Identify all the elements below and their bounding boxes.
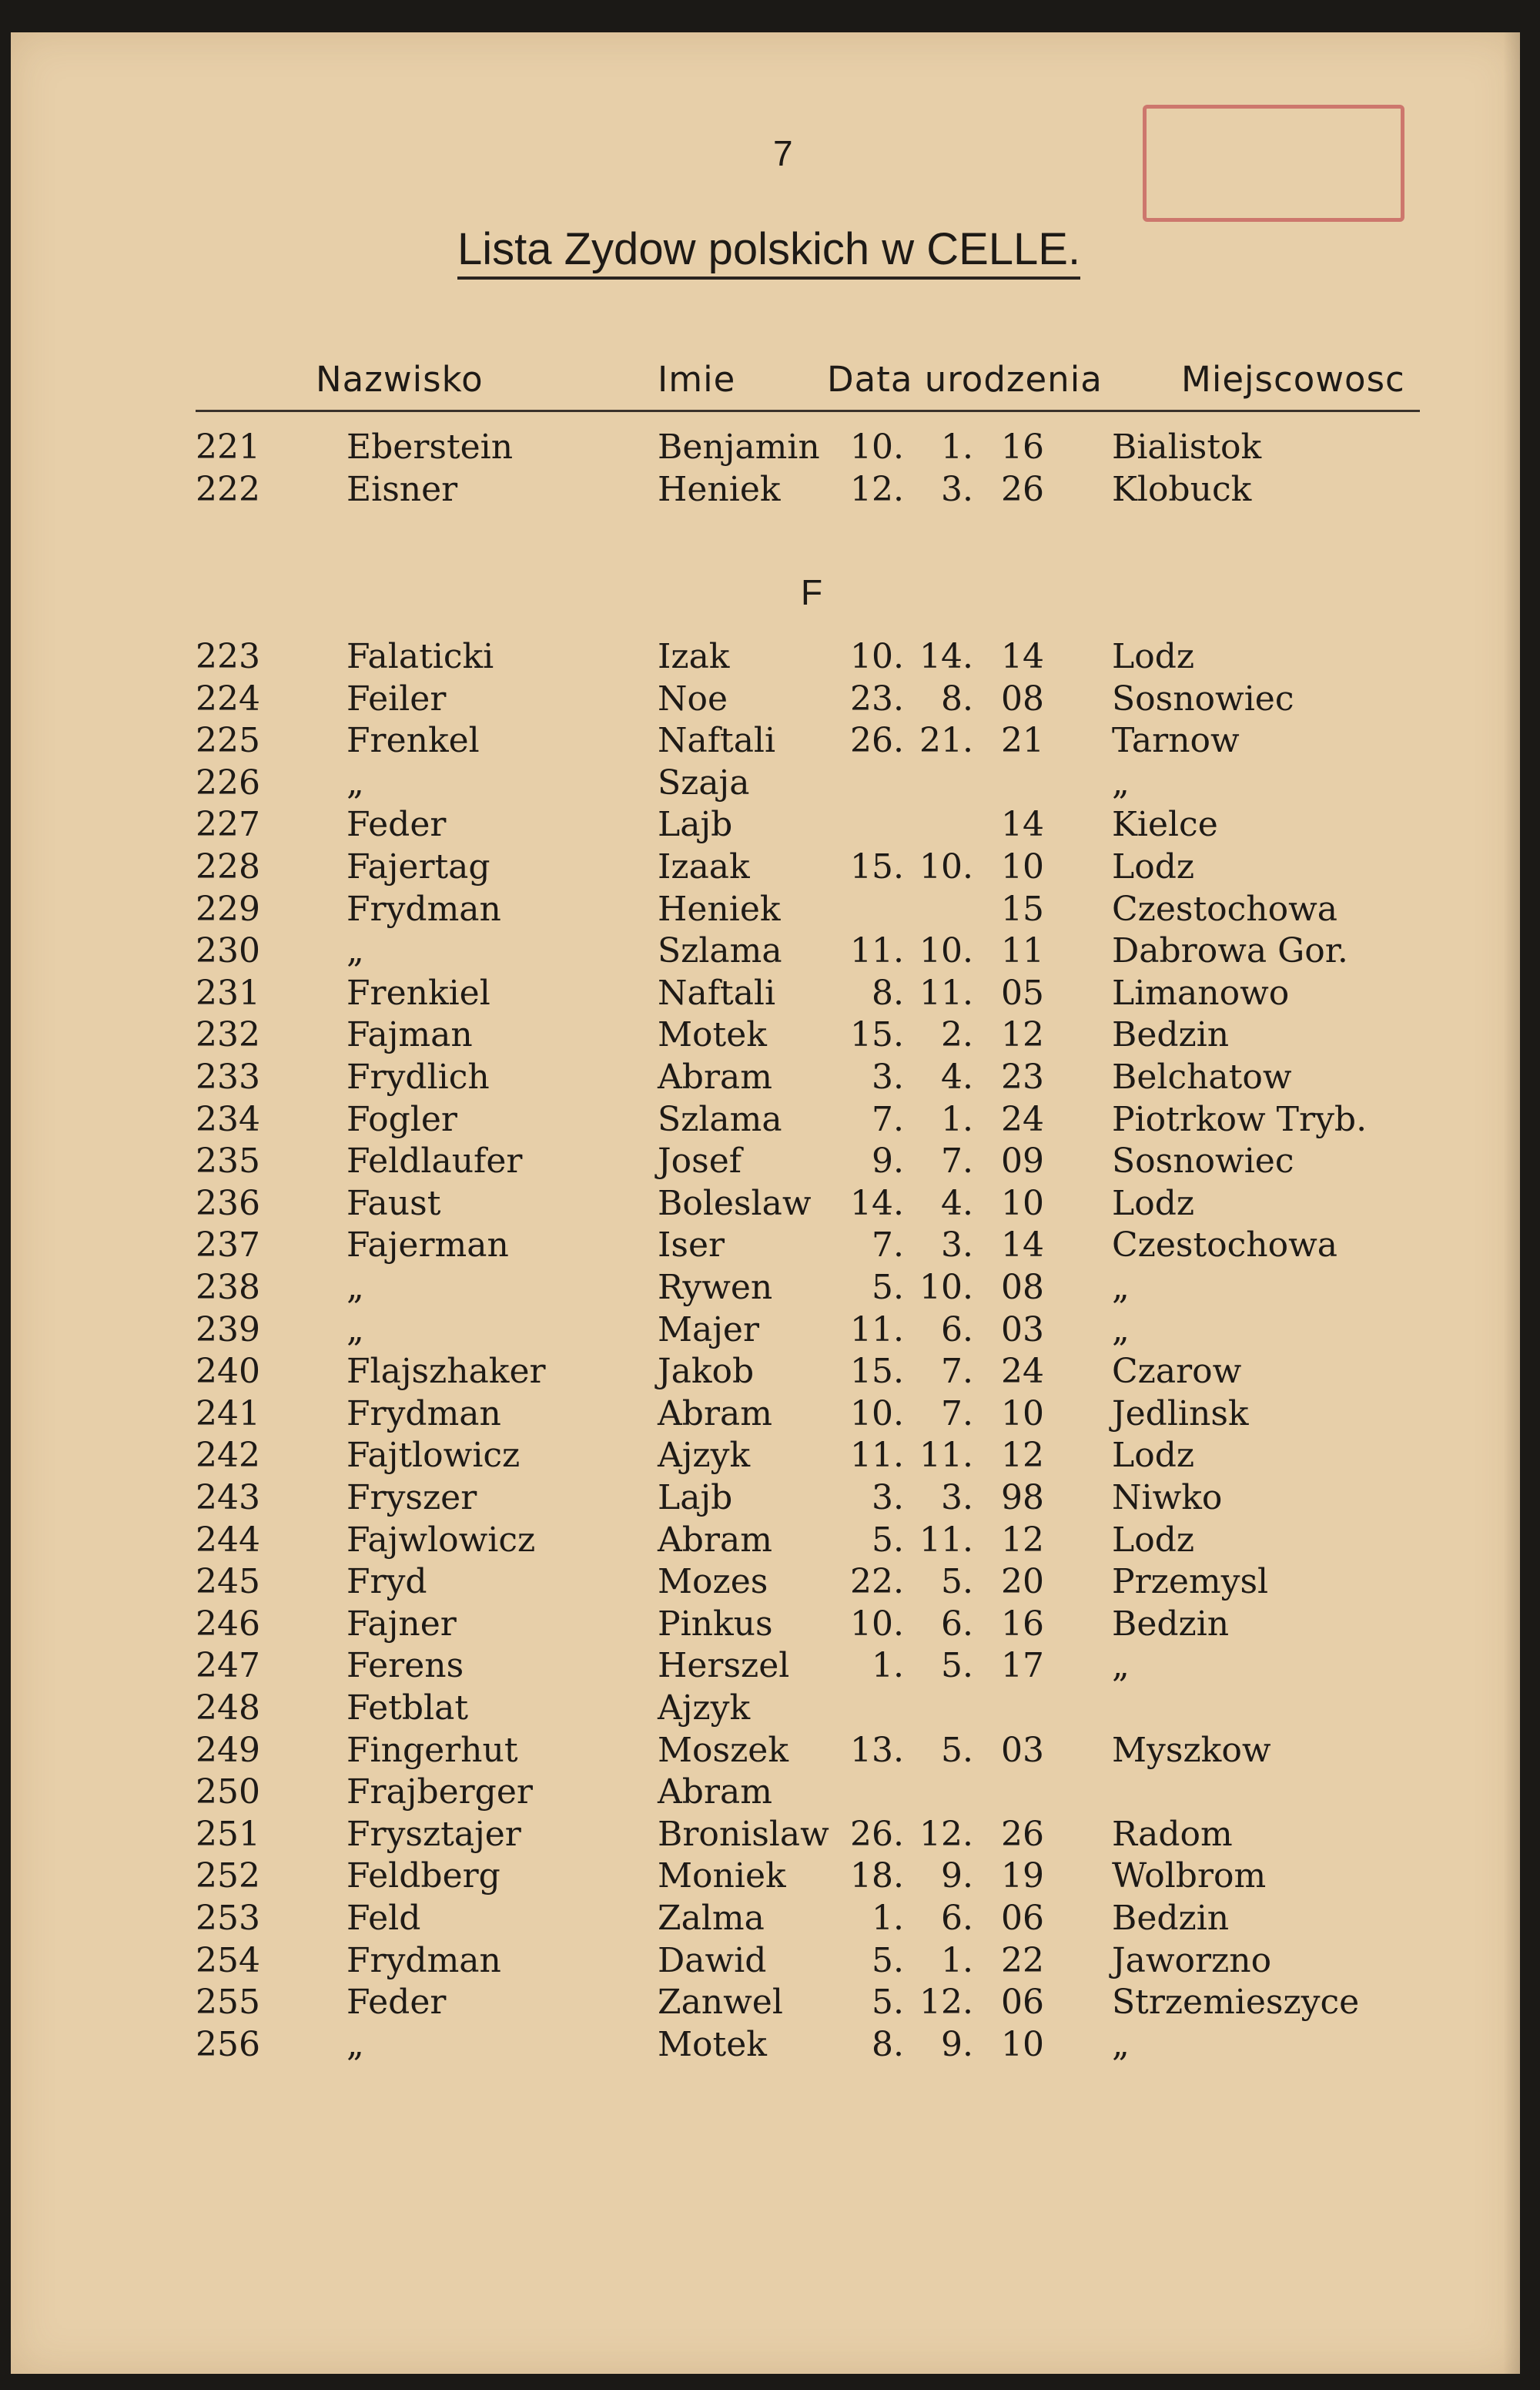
row-birth-month: 1. [941, 427, 973, 467]
row-number: 224 [196, 679, 260, 719]
row-first-name: Herszel [658, 1646, 790, 1686]
row-number: 256 [196, 2024, 260, 2064]
row-birth-month: 1. [941, 1099, 973, 1139]
row-town: Wolbrom [1112, 1856, 1267, 1896]
row-first-name: Rywen [658, 1268, 773, 1307]
row-surname: Fajner [346, 1604, 457, 1644]
row-number: 252 [196, 1856, 260, 1896]
row-surname: Feld [346, 1899, 421, 1938]
row-town: Belchatow [1112, 1058, 1292, 1097]
row-birth-day: 5. [872, 1268, 904, 1307]
row-number: 255 [196, 1983, 260, 2023]
header-rule [196, 410, 1420, 412]
header-birth-date: Data urodzenia [827, 359, 1103, 400]
row-birth-month: 3. [941, 1225, 973, 1265]
row-birth-day: 11. [850, 931, 904, 971]
table-row [11, 973, 1520, 1014]
row-birth-year: 10 [1001, 847, 1044, 887]
row-birth-day: 8. [872, 973, 904, 1013]
row-birth-year: 19 [1001, 1856, 1044, 1896]
row-first-name: Abram [658, 1772, 772, 1812]
table-row [11, 1520, 1520, 1561]
table-row [11, 720, 1520, 762]
row-birth-month: 7. [941, 1393, 973, 1433]
row-birth-month: 10. [919, 1268, 973, 1307]
document-page [11, 32, 1520, 2374]
table-row [11, 1940, 1520, 1982]
row-surname: „ [346, 2024, 364, 2064]
row-first-name: Zanwel [658, 1983, 783, 2023]
table-row [11, 2024, 1520, 2066]
row-number: 234 [196, 1099, 260, 1139]
row-surname: Feldlaufer [346, 1141, 523, 1182]
row-birth-month: 11. [919, 973, 973, 1013]
table-row [11, 636, 1520, 678]
row-town: Przemysl [1112, 1562, 1269, 1602]
row-town: Bedzin [1112, 1604, 1230, 1644]
row-birth-year: 14 [1001, 805, 1044, 845]
row-surname: „ [346, 931, 364, 971]
row-birth-month: 2. [941, 1015, 973, 1055]
row-first-name: Heniek [658, 469, 781, 509]
table-row [11, 1772, 1520, 1813]
row-birth-month: 5. [941, 1730, 973, 1770]
row-first-name: Motek [658, 1015, 767, 1055]
row-surname: Ferens [346, 1646, 464, 1686]
table-row [11, 1730, 1520, 1772]
row-birth-day: 3. [872, 1058, 904, 1097]
row-number: 221 [196, 427, 260, 467]
row-first-name: Motek [658, 2024, 767, 2064]
row-town: Lodz [1112, 1436, 1195, 1476]
row-number: 247 [196, 1646, 260, 1686]
row-birth-day: 23. [850, 679, 904, 719]
row-first-name: Lajb [658, 1478, 733, 1517]
row-number: 237 [196, 1225, 260, 1265]
row-first-name: Naftali [658, 721, 776, 761]
row-town: Myszkow [1112, 1730, 1271, 1770]
row-birth-year: 12 [1001, 1436, 1044, 1476]
row-birth-day: 14. [850, 1183, 904, 1223]
table-row [11, 1814, 1520, 1855]
row-birth-day: 15. [850, 1352, 904, 1392]
row-birth-month: 9. [941, 1856, 973, 1896]
row-surname: Feder [346, 805, 447, 845]
header-first-name: Imie [658, 359, 736, 400]
row-surname: „ [346, 1309, 364, 1349]
row-surname: Eberstein [346, 427, 514, 467]
table-row [11, 469, 1520, 511]
row-surname: „ [346, 763, 364, 803]
table-row [11, 1099, 1520, 1141]
row-birth-year: 03 [1001, 1730, 1044, 1770]
row-number: 228 [196, 847, 260, 887]
row-birth-year: 05 [1001, 973, 1044, 1013]
row-town: Dabrowa Gor. [1112, 931, 1348, 971]
row-first-name: Abram [658, 1058, 772, 1097]
row-number: 223 [196, 637, 260, 676]
row-town: Lodz [1112, 1183, 1195, 1223]
row-birth-day: 11. [850, 1309, 904, 1349]
row-birth-year: 10 [1001, 1183, 1044, 1223]
row-number: 248 [196, 1688, 260, 1728]
row-birth-month: 6. [941, 1604, 973, 1644]
row-surname: Flajszhaker [346, 1352, 546, 1392]
row-birth-year: 12 [1001, 1520, 1044, 1560]
row-town: Sosnowiec [1112, 1141, 1294, 1182]
table-row [11, 1393, 1520, 1435]
row-number: 240 [196, 1352, 260, 1392]
row-birth-year: 98 [1001, 1478, 1044, 1517]
row-number: 249 [196, 1730, 260, 1770]
row-birth-year: 15 [1001, 889, 1044, 929]
row-birth-day: 10. [850, 427, 904, 467]
row-birth-year: 14 [1001, 637, 1044, 676]
table-row [11, 1477, 1520, 1519]
row-number: 242 [196, 1436, 260, 1476]
row-first-name: Heniek [658, 889, 781, 929]
row-birth-day: 15. [850, 847, 904, 887]
row-number: 231 [196, 973, 260, 1013]
row-birth-month: 11. [919, 1436, 973, 1476]
row-birth-month: 21. [919, 721, 973, 761]
row-number: 239 [196, 1309, 260, 1349]
row-birth-year: 08 [1001, 1268, 1044, 1307]
row-town: Lodz [1112, 637, 1195, 676]
table-row [11, 1982, 1520, 2023]
row-number: 254 [196, 1940, 260, 1980]
row-birth-month: 6. [941, 1309, 973, 1349]
row-birth-day: 12. [850, 469, 904, 509]
row-surname: Fajtlowicz [346, 1436, 521, 1476]
row-town: Radom [1112, 1814, 1233, 1854]
row-birth-day: 11. [850, 1436, 904, 1476]
row-town: Limanowo [1112, 973, 1290, 1013]
row-first-name: Dawid [658, 1940, 767, 1980]
row-birth-day: 10. [850, 637, 904, 676]
row-surname: Fryd [346, 1562, 427, 1602]
row-first-name: Moniek [658, 1856, 786, 1896]
row-birth-month: 8. [941, 679, 973, 719]
table-row [11, 1435, 1520, 1477]
row-birth-day: 13. [850, 1730, 904, 1770]
row-number: 250 [196, 1772, 260, 1812]
row-town: „ [1112, 1309, 1130, 1349]
table-row [11, 1604, 1520, 1645]
row-surname: Fogler [346, 1099, 457, 1139]
row-town: Jaworzno [1112, 1940, 1272, 1980]
row-surname: Frydlich [346, 1058, 490, 1097]
table-row [11, 846, 1520, 888]
row-birth-day: 5. [872, 1520, 904, 1560]
row-birth-month: 5. [941, 1562, 973, 1602]
table-row [11, 889, 1520, 930]
row-number: 235 [196, 1141, 260, 1182]
row-birth-day: 18. [850, 1856, 904, 1896]
row-first-name: Izaak [658, 847, 750, 887]
row-first-name: Jakob [658, 1352, 755, 1392]
row-surname: Fajerman [346, 1225, 509, 1265]
row-surname: Frysztajer [346, 1814, 521, 1854]
row-town: Bialistok [1112, 427, 1262, 467]
row-surname: Feldberg [346, 1856, 500, 1896]
row-number: 227 [196, 805, 260, 845]
row-birth-day: 15. [850, 1015, 904, 1055]
table-row [11, 1855, 1520, 1897]
row-birth-month: 12. [919, 1814, 973, 1854]
row-number: 230 [196, 931, 260, 971]
row-surname: Frydman [346, 1393, 501, 1433]
row-number: 226 [196, 763, 260, 803]
row-birth-year: 24 [1001, 1352, 1044, 1392]
row-first-name: Noe [658, 679, 728, 719]
row-surname: Fajman [346, 1015, 473, 1055]
row-surname: Frydman [346, 889, 501, 929]
row-number: 251 [196, 1814, 260, 1854]
row-birth-year: 26 [1001, 469, 1044, 509]
row-first-name: Ajzyk [658, 1436, 751, 1476]
row-birth-year: 10 [1001, 2024, 1044, 2064]
row-birth-month: 11. [919, 1520, 973, 1560]
header-town: Miejscowosc [1181, 359, 1405, 400]
row-first-name: Benjamin [658, 427, 820, 467]
row-birth-month: 3. [941, 469, 973, 509]
row-town: Czarow [1112, 1352, 1242, 1392]
row-town: „ [1112, 1268, 1130, 1307]
row-town: „ [1112, 1646, 1130, 1686]
row-birth-day: 7. [872, 1225, 904, 1265]
row-birth-month: 1. [941, 1940, 973, 1980]
row-surname: Frenkel [346, 721, 480, 761]
row-number: 233 [196, 1058, 260, 1097]
row-birth-day: 10. [850, 1604, 904, 1644]
row-number: 236 [196, 1183, 260, 1223]
table-row [11, 1141, 1520, 1182]
table-row [11, 804, 1520, 846]
row-number: 243 [196, 1478, 260, 1517]
page-number: 7 [773, 133, 793, 173]
row-birth-year: 06 [1001, 1983, 1044, 2023]
row-town: Jedlinsk [1112, 1393, 1249, 1433]
row-birth-year: 09 [1001, 1141, 1044, 1182]
row-birth-year: 11 [1001, 931, 1044, 971]
table-row [11, 1309, 1520, 1351]
row-number: 246 [196, 1604, 260, 1644]
table-row [11, 763, 1520, 804]
row-birth-day: 1. [872, 1646, 904, 1686]
row-first-name: Naftali [658, 973, 776, 1013]
row-first-name: Boleslaw [658, 1183, 812, 1223]
row-town: „ [1112, 2024, 1130, 2064]
row-number: 232 [196, 1015, 260, 1055]
row-town: Niwko [1112, 1478, 1223, 1517]
row-first-name: Szaja [658, 763, 750, 803]
row-birth-year: 21 [1001, 721, 1044, 761]
row-number: 229 [196, 889, 260, 929]
row-first-name: Lajb [658, 805, 733, 845]
row-town: Tarnow [1112, 721, 1240, 761]
row-birth-month: 10. [919, 931, 973, 971]
row-first-name: Abram [658, 1393, 772, 1433]
row-birth-day: 9. [872, 1141, 904, 1182]
row-surname: Frydman [346, 1940, 501, 1980]
table-row [11, 1225, 1520, 1266]
page-title: Lista Zydow polskich w CELLE. [457, 223, 1080, 280]
row-first-name: Mozes [658, 1562, 768, 1602]
row-town: Lodz [1112, 1520, 1195, 1560]
row-birth-month: 3. [941, 1478, 973, 1517]
row-surname: Feder [346, 1983, 447, 2023]
row-surname: Fryszer [346, 1478, 477, 1517]
row-birth-day: 26. [850, 1814, 904, 1854]
row-birth-day: 7. [872, 1099, 904, 1139]
row-surname: Fingerhut [346, 1730, 518, 1770]
row-number: 244 [196, 1520, 260, 1560]
row-surname: Fajwlowicz [346, 1520, 536, 1560]
row-first-name: Ajzyk [658, 1688, 751, 1728]
table-row [11, 1057, 1520, 1098]
row-birth-year: 24 [1001, 1099, 1044, 1139]
row-first-name: Bronislaw [658, 1814, 829, 1854]
row-surname: Frajberger [346, 1772, 533, 1812]
row-town: Czestochowa [1112, 1225, 1338, 1265]
row-number: 245 [196, 1562, 260, 1602]
table-row [11, 1267, 1520, 1309]
row-birth-day: 8. [872, 2024, 904, 2064]
row-birth-day: 3. [872, 1478, 904, 1517]
row-first-name: Majer [658, 1309, 759, 1349]
row-birth-month: 9. [941, 2024, 973, 2064]
row-town: „ [1112, 763, 1130, 803]
row-first-name: Izak [658, 637, 730, 676]
row-birth-month: 4. [941, 1183, 973, 1223]
row-birth-day: 1. [872, 1899, 904, 1938]
row-surname: Frenkiel [346, 973, 490, 1013]
row-first-name: Abram [658, 1520, 772, 1560]
row-birth-year: 17 [1001, 1646, 1044, 1686]
row-town: Strzemieszyce [1112, 1983, 1360, 2023]
row-birth-year: 16 [1001, 427, 1044, 467]
table-row [11, 1014, 1520, 1056]
row-surname: Fajertag [346, 847, 490, 887]
table-row [11, 1645, 1520, 1687]
row-town: Bedzin [1112, 1899, 1230, 1938]
row-surname: Fetblat [346, 1688, 468, 1728]
row-first-name: Szlama [658, 931, 782, 971]
row-first-name: Iser [658, 1225, 725, 1265]
row-surname: Feiler [346, 679, 447, 719]
row-birth-year: 22 [1001, 1940, 1044, 1980]
row-birth-month: 6. [941, 1899, 973, 1938]
red-stamp-frame [1143, 105, 1404, 222]
row-birth-month: 14. [919, 637, 973, 676]
row-surname: Falaticki [346, 637, 494, 676]
row-birth-month: 7. [941, 1141, 973, 1182]
row-town: Bedzin [1112, 1015, 1230, 1055]
row-birth-year: 06 [1001, 1899, 1044, 1938]
row-town: Klobuck [1112, 469, 1252, 509]
table-row [11, 427, 1520, 468]
row-first-name: Josef [658, 1141, 742, 1182]
row-birth-year: 14 [1001, 1225, 1044, 1265]
row-surname: „ [346, 1268, 364, 1307]
row-town: Piotrkow Tryb. [1112, 1099, 1368, 1139]
row-birth-year: 20 [1001, 1562, 1044, 1602]
row-birth-month: 4. [941, 1058, 973, 1097]
row-surname: Faust [346, 1183, 441, 1223]
row-birth-year: 23 [1001, 1058, 1044, 1097]
table-row [11, 1351, 1520, 1393]
row-first-name: Moszek [658, 1730, 789, 1770]
row-birth-year: 16 [1001, 1604, 1044, 1644]
row-birth-day: 5. [872, 1940, 904, 1980]
row-surname: Eisner [346, 469, 458, 509]
row-number: 225 [196, 721, 260, 761]
row-number: 241 [196, 1393, 260, 1433]
table-row [11, 1561, 1520, 1603]
row-birth-year: 26 [1001, 1814, 1044, 1854]
row-birth-year: 08 [1001, 679, 1044, 719]
row-first-name: Szlama [658, 1099, 782, 1139]
row-birth-day: 10. [850, 1393, 904, 1433]
row-birth-year: 03 [1001, 1309, 1044, 1349]
table-row [11, 679, 1520, 720]
row-town: Sosnowiec [1112, 679, 1294, 719]
row-birth-year: 12 [1001, 1015, 1044, 1055]
header-surname: Nazwisko [316, 359, 484, 400]
row-birth-month: 5. [941, 1646, 973, 1686]
row-number: 253 [196, 1899, 260, 1938]
row-birth-day: 22. [850, 1562, 904, 1602]
row-first-name: Zalma [658, 1899, 765, 1938]
row-town: Czestochowa [1112, 889, 1338, 929]
row-birth-month: 7. [941, 1352, 973, 1392]
section-letter: F [801, 572, 823, 612]
table-row [11, 930, 1520, 972]
row-birth-year: 10 [1001, 1393, 1044, 1433]
row-town: Lodz [1112, 847, 1195, 887]
row-birth-day: 5. [872, 1983, 904, 2023]
row-birth-month: 10. [919, 847, 973, 887]
row-number: 238 [196, 1268, 260, 1307]
table-row [11, 1688, 1520, 1729]
table-row [11, 1898, 1520, 1939]
row-number: 222 [196, 469, 260, 509]
row-town: Kielce [1112, 805, 1218, 845]
row-first-name: Pinkus [658, 1604, 773, 1644]
table-row [11, 1183, 1520, 1225]
row-birth-month: 12. [919, 1983, 973, 2023]
row-birth-day: 26. [850, 721, 904, 761]
